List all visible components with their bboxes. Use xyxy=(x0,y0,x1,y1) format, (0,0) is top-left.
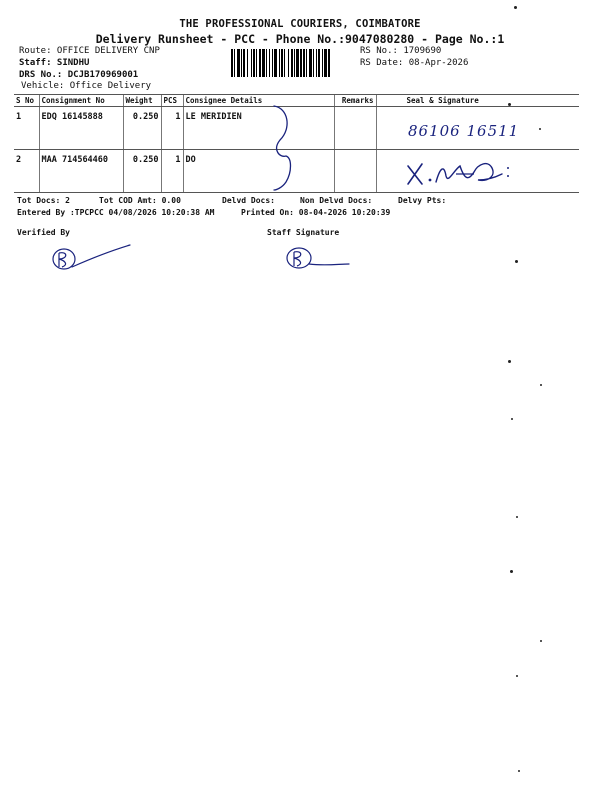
scan-speck xyxy=(511,418,513,420)
col-header-weight: Weight xyxy=(123,95,161,107)
handwritten-phone-note: 86106 16511 xyxy=(408,122,520,140)
cell-pcs: 1 xyxy=(161,150,183,193)
verified-by-label: Verified By xyxy=(17,228,70,237)
printed-on: Printed On: 08-04-2026 10:20:39 xyxy=(241,208,391,217)
delivery-signature xyxy=(404,156,524,190)
scan-speck xyxy=(514,6,517,9)
scan-speck xyxy=(518,770,520,772)
scan-speck xyxy=(516,675,518,677)
col-header-sno: S No xyxy=(14,95,39,107)
staff-initial-signature xyxy=(285,244,355,272)
col-header-seal-signature: Seal & Signature xyxy=(376,95,579,107)
cell-pcs: 1 xyxy=(161,107,183,150)
total-cod-amount: Tot COD Amt: 0.00 xyxy=(99,196,181,205)
scan-speck xyxy=(515,260,518,263)
scan-speck xyxy=(510,570,513,573)
entered-by: Entered By :TPCPCC 04/08/2026 10:20:38 AM xyxy=(17,208,215,217)
runsheet-subtitle: Delivery Runsheet - PCC - Phone No.:9047080280 - Page No.:1 xyxy=(95,32,505,46)
cell-sno: 2 xyxy=(14,150,39,193)
col-header-consignment: Consignment No xyxy=(39,95,123,107)
non-delivered-docs: Non Delvd Docs: xyxy=(300,196,373,205)
verifier-initial-signature xyxy=(50,243,135,273)
handwritten-bracket-mark xyxy=(266,98,306,194)
cell-remarks xyxy=(334,107,376,150)
col-header-pcs: PCS xyxy=(161,95,183,107)
cell-consignee: DO xyxy=(183,150,334,193)
cell-consignment: EDQ 16145888 xyxy=(39,107,123,150)
scan-speck xyxy=(516,516,518,518)
scan-speck xyxy=(539,128,541,130)
runsheet-company-title: THE PROFESSIONAL COURIERS, COIMBATORE xyxy=(179,18,421,30)
cell-sno: 1 xyxy=(14,107,39,150)
cell-consignee: LE MERIDIEN xyxy=(183,107,334,150)
col-header-remarks: Remarks xyxy=(334,95,376,107)
delivery-points: Delvy Pts: xyxy=(398,196,447,205)
drs-number: DRS No.: DCJB170969001 xyxy=(19,70,139,80)
cell-weight: 0.250 xyxy=(123,150,161,193)
scan-speck xyxy=(540,640,542,642)
vehicle-label: Vehicle: Office Delivery xyxy=(21,81,152,91)
cell-weight: 0.250 xyxy=(123,107,161,150)
route-label: Route: OFFICE DELIVERY CNP xyxy=(19,46,160,56)
barcode xyxy=(231,49,357,77)
staff-signature-label: Staff Signature xyxy=(267,228,340,237)
scan-speck xyxy=(540,384,542,386)
scan-speck xyxy=(508,103,511,106)
total-docs: Tot Docs: 2 xyxy=(17,196,70,205)
rs-number: RS No.: 1709690 xyxy=(360,46,442,56)
scan-speck xyxy=(508,360,511,363)
cell-remarks xyxy=(334,150,376,193)
staff-label: Staff: SINDHU xyxy=(19,58,90,68)
rs-date: RS Date: 08-Apr-2026 xyxy=(360,58,469,68)
col-header-consignee: Consignee Details xyxy=(183,95,334,107)
delivered-docs: Delvd Docs: xyxy=(222,196,275,205)
cell-consignment: MAA 714564460 xyxy=(39,150,123,193)
